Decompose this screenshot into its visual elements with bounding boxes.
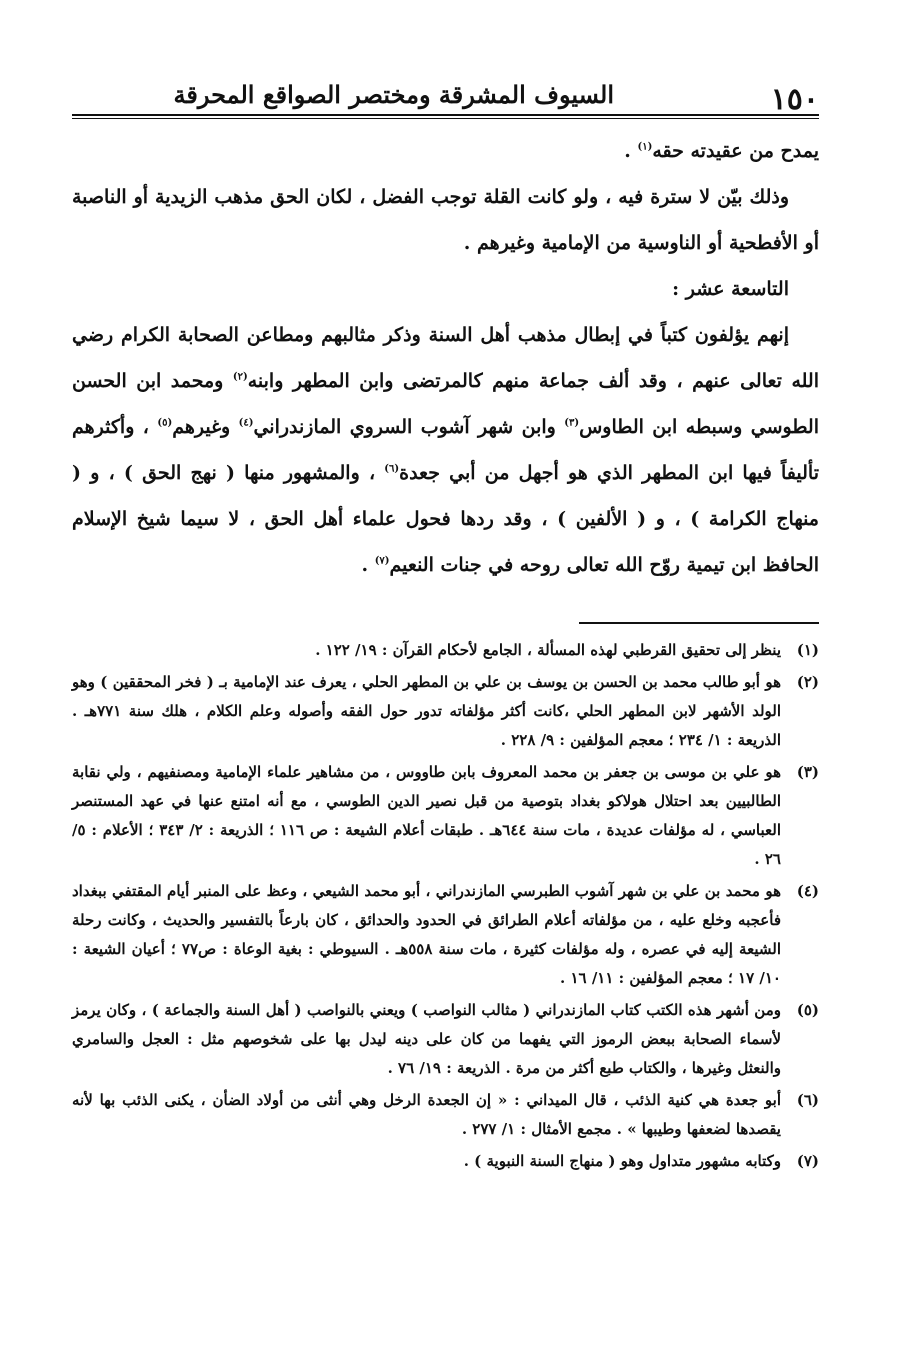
- footnote-ref: (١): [637, 141, 653, 153]
- footnote: [72, 1086, 819, 1144]
- paragraph-text: يمدح من عقيدته حقه: [652, 140, 819, 162]
- footnote: [72, 1147, 819, 1176]
- paragraph-end: .: [624, 140, 638, 162]
- paragraph: [72, 312, 819, 588]
- footnote-number: (٢): [796, 673, 819, 691]
- header-rule: [72, 114, 819, 119]
- paragraph: وذلك بيّن لا سترة فيه ، ولو كانت القلة توجب الفضل ، لكان الحق مذهب الزيدية أو الناصبة أو الأفطحية أو الناوسية من الإمامية وغيرهم .: [72, 186, 819, 254]
- footnote: [72, 758, 819, 874]
- paragraph-text: ، وأكثرهم تأليفاً فيها ابن المطهر الذي هو أجهل من أبي جعدة: [72, 416, 819, 484]
- paragraph-text: ، والمشهور منها ( نهج الحق ) ، و ( منهاج الكرامة ) ، و ( الألفين ) ، وقد ردها فحول علماء أهل الحق ، لا سيما شيخ الإسلام الحافظ ابن تيمية روّح الله تعالى روحه في جنات النعيم: [72, 462, 819, 576]
- book-page: [72, 0, 819, 1360]
- footnote-ref: (٢): [232, 371, 248, 383]
- footnote-number: (٤): [796, 882, 819, 900]
- footnotes: [72, 636, 819, 1179]
- page-header: [72, 70, 819, 120]
- paragraph-text: وغيرهم: [172, 416, 239, 438]
- footnote-ref: (٤): [238, 417, 254, 429]
- footnote-text: ومن أشهر هذه الكتب كتاب المازندراني ( مثالب النواصب ) ويعني بالنواصب ( أهل السنة والجماعة ) ، وكان يرمز لأسماء الصحابة ببعض الرموز التي يفهما من كان على دينه ليدل بها على شخوصهم مثل : العجل والسامري والنعثل وغيرها ، والكتاب طبع أكثر من مرة . الذريعة : ١٩/ ٧٦ .: [72, 1001, 781, 1077]
- paragraph-continued: [72, 128, 819, 174]
- main-text: [72, 128, 819, 588]
- section-heading: التاسعة عشر :: [672, 278, 789, 300]
- page-number: ١٥٠: [770, 82, 819, 117]
- footnote-text: هو أبو طالب محمد بن الحسن بن يوسف بن علي بن المطهر الحلي ، يعرف عند الإمامية بـ ( فخر المحققين ) وهو الولد الأشهر لابن المطهر الحلي ،كانت أكثر مؤلفاته تدور حول الفقه وأصوله وعلم الكلام ، هلك سنة ٧٧١هـ . الذريعة : ١/ ٢٣٤ ؛ معجم المؤلفين : ٩/ ٢٢٨ .: [72, 673, 781, 749]
- footnote-number: (١): [796, 641, 819, 659]
- footnote: [72, 996, 819, 1083]
- paragraph-text: إنهم يؤلفون كتباً في إبطال مذهب أهل السنة وذكر مثالبهم ومطاعن الصحابة الكرام رضي الله تعالى عنهم ، وقد ألف جماعة منهم كالمرتضى وابن المطهر وابنه: [72, 324, 819, 392]
- footnote-number: (٦): [796, 1091, 819, 1109]
- footnote-text: هو محمد بن علي بن شهر آشوب الطبرسي المازندراني ، أبو محمد الشيعي ، وعظ على المنبر أيام المقتفي ببغداد فأعجبه وخلع عليه ، من مؤلفاته أعلام الطرائق في الحدود والحدائق ، كان بارعاً بالتفسير والحديث ، وكانت رحلة الشيعة إليه في عصره ، وله مؤلفات كثيرة ، مات سنة ٥٥٨هـ . السيوطي : بغية الوعاة : ص٧٧ ؛ أعيان الشيعة : ١٠/ ١٧ ؛ معجم المؤلفين : ١١/ ١٦ .: [72, 882, 781, 987]
- paragraph-text: وابن شهر آشوب السروي المازندراني: [253, 416, 565, 438]
- paragraph-end: .: [361, 554, 375, 576]
- footnote-number: (٧): [796, 1152, 819, 1170]
- footnote-separator: [579, 622, 819, 624]
- footnote-ref: (٦): [384, 463, 400, 475]
- footnote: [72, 877, 819, 993]
- footnote-number: (٣): [796, 763, 819, 781]
- footnote-text: هو علي بن موسى بن جعفر بن محمد المعروف بابن طاووس ، من مشاهير علماء الإمامية ومصنفيهم ، ولي نقابة الطالبيين بعد احتلال هولاكو بغداد بتوصية من قبل نصير الدين الطوسي ، مع أنه امتنع عنها في عهد المستنصر العباسي ، له مؤلفات عديدة ، مات سنة ٦٤٤هـ . طبقات أعلام الشيعة : ص ١١٦ ؛ الذريعة : ٢/ ٣٤٣ ؛ الأعلام : ٥/ ٢٦ .: [72, 763, 781, 868]
- footnote-ref: (٧): [374, 555, 390, 567]
- footnote-number: (٥): [796, 1001, 819, 1019]
- footnote-ref: (٥): [157, 417, 173, 429]
- footnote: [72, 668, 819, 755]
- footnote-text: وكتابه مشهور متداول وهو ( منهاج السنة النبوية ) .: [463, 1152, 781, 1170]
- paragraph-text: ومحمد ابن الحسن الطوسي وسبطه ابن الطاوس: [72, 370, 820, 438]
- running-title: السيوف المشرقة ومختصر الصواقع المحرقة: [173, 80, 614, 109]
- footnote: [72, 636, 819, 665]
- footnote-text: ينظر إلى تحقيق القرطبي لهذه المسألة ، الجامع لأحكام القرآن : ١٩/ ١٢٢ .: [315, 641, 781, 659]
- footnote-text: أبو جعدة هي كنية الذئب ، قال الميداني : « إن الجعدة الرخل وهي أنثى من أولاد الضأن ، يكنى الذئب بها لأنه يقصدها لضعفها وطيبها » . مجمع الأمثال : ١/ ٢٧٧ .: [72, 1091, 781, 1138]
- footnote-ref: (٣): [564, 417, 580, 429]
